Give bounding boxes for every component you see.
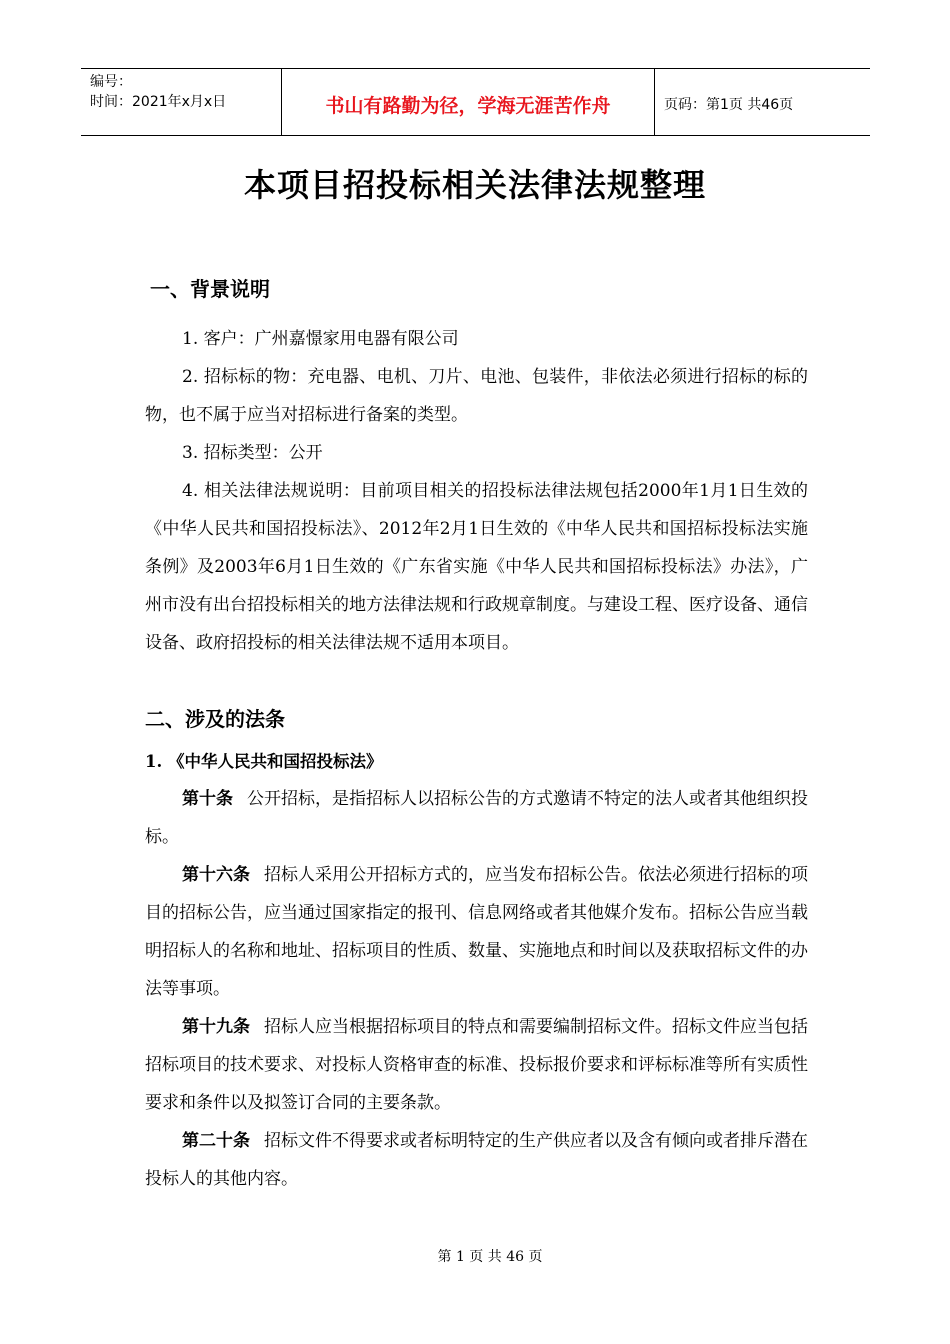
section-heading-articles: 二、涉及的法条 bbox=[145, 707, 285, 731]
article-paragraph bbox=[145, 1008, 808, 1122]
section-heading-background: 一、背景说明 bbox=[150, 277, 270, 301]
article-text: 招标人应当根据招标项目的特点和需要编制招标文件。招标文件应当包括招标项目的技术要求、对投标人资格审查的标准、投标报价要求和评标标准等所有实质性要求和条件以及拟签订合同的主要条款。 bbox=[145, 1017, 808, 1113]
article-label: 第二十条 bbox=[182, 1131, 250, 1151]
article-label: 第十九条 bbox=[182, 1017, 250, 1037]
paragraph-client: 1. 客户：广州嘉憬家用电器有限公司 bbox=[182, 329, 459, 349]
article-text: 招标人采用公开招标方式的，应当发布招标公告。依法必须进行招标的项目的招标公告，应当通过国家指定的报刊、信息网络或者其他媒介发布。招标公告应当载明招标人的名称和地址、招标项目的性质、数量、实施地点和时间以及获取招标文件的办法等事项。 bbox=[145, 865, 808, 999]
time-label: 时间：2021年x月x日 bbox=[90, 94, 227, 110]
article-paragraph bbox=[145, 856, 808, 1008]
law-heading: 1. 《中华人民共和国招投标法》 bbox=[145, 752, 383, 771]
article-text: 公开招标，是指招标人以招标公告的方式邀请不特定的法人或者其他组织投标。 bbox=[145, 789, 808, 847]
article-label: 第十条 bbox=[182, 789, 233, 809]
article-paragraph bbox=[145, 1122, 808, 1198]
article-label: 第十六条 bbox=[182, 865, 250, 885]
header-meta bbox=[81, 69, 282, 135]
document-title: 本项目招投标相关法律法规整理 bbox=[243, 166, 706, 204]
document-body bbox=[145, 270, 808, 1198]
number-label: 编号： bbox=[90, 74, 132, 90]
paragraph-subject: 2. 招标标的物：充电器、电机、刀片、电池、包装件，非依法必须进行招标的标的物，也不属于应当对招标进行备案的类型。 bbox=[145, 367, 808, 425]
page-footer: 第 1 页 共 46 页 bbox=[437, 1249, 543, 1265]
header-page-info: 页码：第1页 共46页 bbox=[664, 96, 794, 113]
paragraph-laws: 4. 相关法律法规说明：目前项目相关的招投标法律法规包括2000年1月1日生效的《中华人民共和国招投标法》、2012年2月1日生效的《中华人民共和国招标投标法实施条例》及2003年6月1日生效的《广东省实施《中华人民共和国招标投标法》办法》，广州市没有出台招投标相关的地方法律法规和行政规章制度。与建设工程、医疗设备、通信设备、政府招投标的相关法律法规不适用本项目。 bbox=[145, 481, 808, 653]
paragraph-type: 3. 招标类型：公开 bbox=[182, 443, 323, 463]
article-text: 招标文件不得要求或者标明特定的生产供应者以及含有倾向或者排斥潜在投标人的其他内容。 bbox=[145, 1131, 808, 1189]
header-table bbox=[81, 68, 870, 136]
header-motto: 书山有路勤为径，学海无涯苦作舟 bbox=[282, 69, 655, 135]
article-paragraph bbox=[145, 780, 808, 856]
